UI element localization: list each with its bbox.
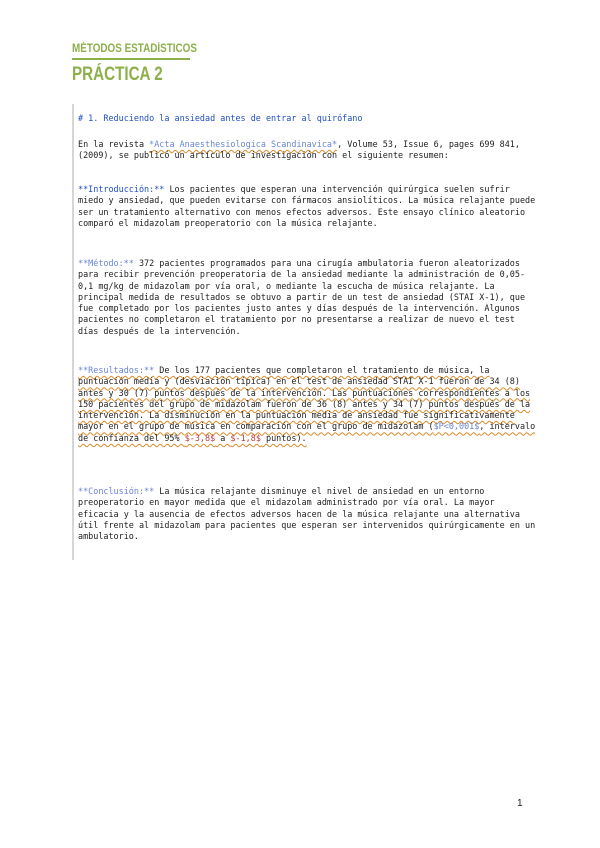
page-number: 1 bbox=[517, 798, 523, 809]
header-rule bbox=[72, 58, 190, 60]
practice-title: PRÁCTICA 2 bbox=[72, 64, 163, 85]
method-label: **Método:** bbox=[78, 258, 134, 268]
results-label: **Resultados:** bbox=[78, 365, 155, 375]
introduction-paragraph bbox=[78, 184, 538, 229]
introduction-label: **Introducción:** bbox=[78, 184, 165, 194]
method-text: 372 pacientes programados para una cirugía ambulatoria fueron aleatorizados para recibir prevención preoperatoria de la ansiedad mediante la administración de 0,05-0,1 mg/kg de midazolam por vía oral, o mediante la escucha de música relajante. La principal medida de resultados se obtuvo a partir de un test de ansiedad (STAI X-1), que fue completado por los pacientes justo antes y días después de la intervención. Algunos pacientes no completaron el tratamiento por no presentarse a realizar de nuevo el test días después de la intervención. bbox=[78, 258, 526, 336]
introduction-text: Los pacientes que esperan una intervención quirúrgica suelen sufrir miedo y ansiedad, que pueden evitarse con fármacos ansiolíticos. La música relajante puede ser un tratamiento alternativo con menos efectos adversos. Este ensayo clínico aleatorio comparó el midazolam preoperatorio con la música relajante. bbox=[78, 184, 536, 228]
ci-lower-math: $-3,8$ bbox=[184, 432, 216, 443]
p-value-math: $P<0,001$ bbox=[433, 421, 480, 432]
conclusion-paragraph bbox=[78, 486, 538, 542]
intro-text-b: , Volume 53, Issue 6, pages 699 841, (2009), se publicó un artículo de investigación con el siguiente resumen: bbox=[78, 139, 520, 161]
intro-text-a: En la revista bbox=[78, 139, 150, 149]
intro-paragraph bbox=[78, 139, 538, 162]
results-text-c: a bbox=[215, 432, 231, 443]
cell-title: # 1. Reduciendo la ansiedad antes de entrar al quirófano bbox=[78, 113, 363, 123]
results-paragraph bbox=[78, 365, 538, 444]
ci-upper-math: $-1,8$ bbox=[230, 432, 261, 443]
conclusion-text: La música relajante disminuye el nivel de ansiedad en un entorno preoperatorio en mayor medida que el midazolam administrado por vía oral. La mayor eficacia y la ausencia de efectos adversos hacen de la música relajante una alternativa útil frente al midazolam para pacientes que esperan ser intervenidos quirúrgicamente en un ambulatorio. bbox=[78, 486, 536, 542]
results-text-d: puntos). bbox=[260, 432, 307, 443]
journal-name: *Acta Anaesthesiologica Scandinavica* bbox=[149, 139, 338, 149]
conclusion-label: **Conclusión:** bbox=[78, 486, 155, 496]
results-text-b: , intervalo de confianza del 95% bbox=[78, 421, 536, 443]
results-text-a: De los 177 pacientes que completaron el tratamiento de música, la puntuación media y (desviación típica) en el test de ansiedad STAI X-1 fueron de 34 (8) antes y 30 (7) puntos después de la intervención. Las puntuaciones correspondientes a los 150 pacientes del grupo de midazolam fueron de 36 (8) antes y 34 (7) puntos después de la intervención. La disminución en la puntuación media de ansiedad fue significativamente mayor en el grupo de música en comparación con el grupo de midazolam ( bbox=[78, 365, 531, 432]
method-paragraph bbox=[78, 258, 538, 337]
section-header: MÉTODOS ESTADÍSTICOS bbox=[72, 43, 197, 55]
